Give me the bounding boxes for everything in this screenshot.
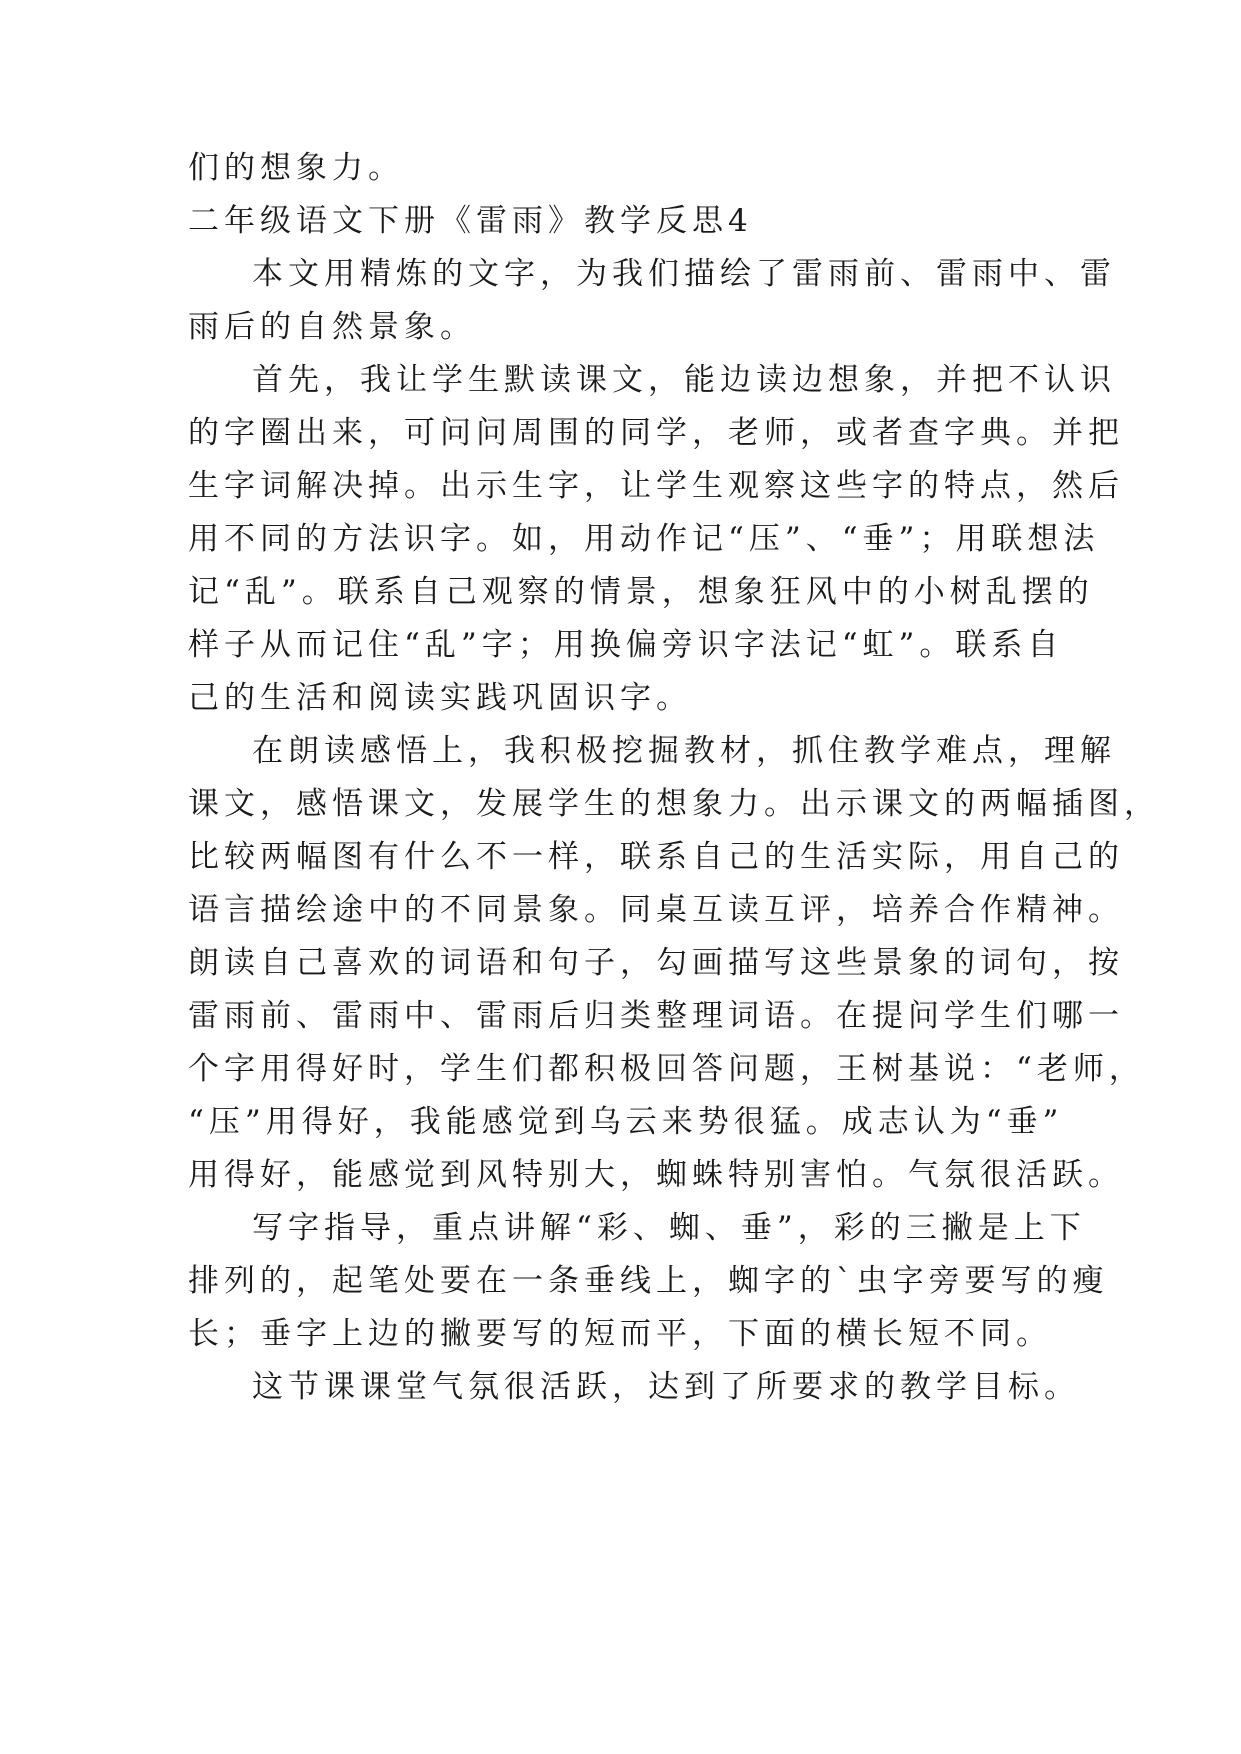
text-line: 们的想象力。: [188, 150, 404, 186]
text-line: 朗读自己喜欢的词语和句子，勾画描写这些景象的词句，按: [188, 945, 1124, 981]
text-line: 雷雨前、雷雨中、雷雨后归类整理词语。在提问学生们哪一: [188, 998, 1124, 1034]
paragraph-first-line: 写字指导，重点讲解“彩、蜘、垂”，彩的三撇是上下: [252, 1210, 1086, 1246]
text-line: 己的生活和阅读实践巩固识字。: [188, 680, 692, 716]
text-line: 雨后的自然景象。: [188, 309, 476, 345]
paragraph-first-line: 这节课课堂气氛很活跃，达到了所要求的教学目标。: [252, 1369, 1080, 1405]
text-line: “压”用得好，我能感觉到乌云来势很猛。成志认为“垂”: [188, 1104, 1064, 1140]
text-line: 个字用得好时，学生们都积极回答问题，王树基说：“老师，: [188, 1051, 1145, 1087]
text-line: 语言描绘途中的不同景象。同桌互读互评，培养合作精神。: [188, 892, 1124, 928]
text-line: 用得好，能感觉到风特别大，蜘蛛特别害怕。气氛很活跃。: [188, 1157, 1124, 1193]
paragraph-first-line: 在朗读感悟上，我积极挖掘教材，抓住教学难点，理解: [252, 733, 1116, 769]
text-line: 生字词解决掉。出示生字，让学生观察这些字的特点，然后: [188, 468, 1124, 504]
section-heading: 二年级语文下册《雷雨》教学反思4: [188, 203, 753, 239]
text-line: 样子从而记住“乱”字；用换偏旁识字法记“虹”。联系自: [188, 627, 1064, 663]
text-line: 记“乱”。联系自己观察的情景，想象狂风中的小树乱摆的: [188, 574, 1094, 610]
text-line: 的字圈出来，可问问周围的同学，老师，或者查字典。并把: [188, 415, 1124, 451]
text-line: 用不同的方法识字。如，用动作记“压”、“垂”；用联想法: [188, 521, 1100, 557]
paragraph-first-line: 首先，我让学生默读课文，能边读边想象，并把不认识: [252, 362, 1116, 398]
text-line: 比较两幅图有什么不一样，联系自己的生活实际，用自己的: [188, 839, 1124, 875]
text-line: 排列的，起笔处要在一条垂线上，蜘字的`虫字旁要写的瘦: [188, 1263, 1109, 1299]
text-line: 课文，感悟课文，发展学生的想象力。出示课文的两幅插图，: [188, 786, 1160, 822]
paragraph-first-line: 本文用精炼的文字，为我们描绘了雷雨前、雷雨中、雷: [252, 256, 1116, 292]
text-line: 长；垂字上边的撇要写的短而平，下面的横长短不同。: [188, 1316, 1052, 1352]
